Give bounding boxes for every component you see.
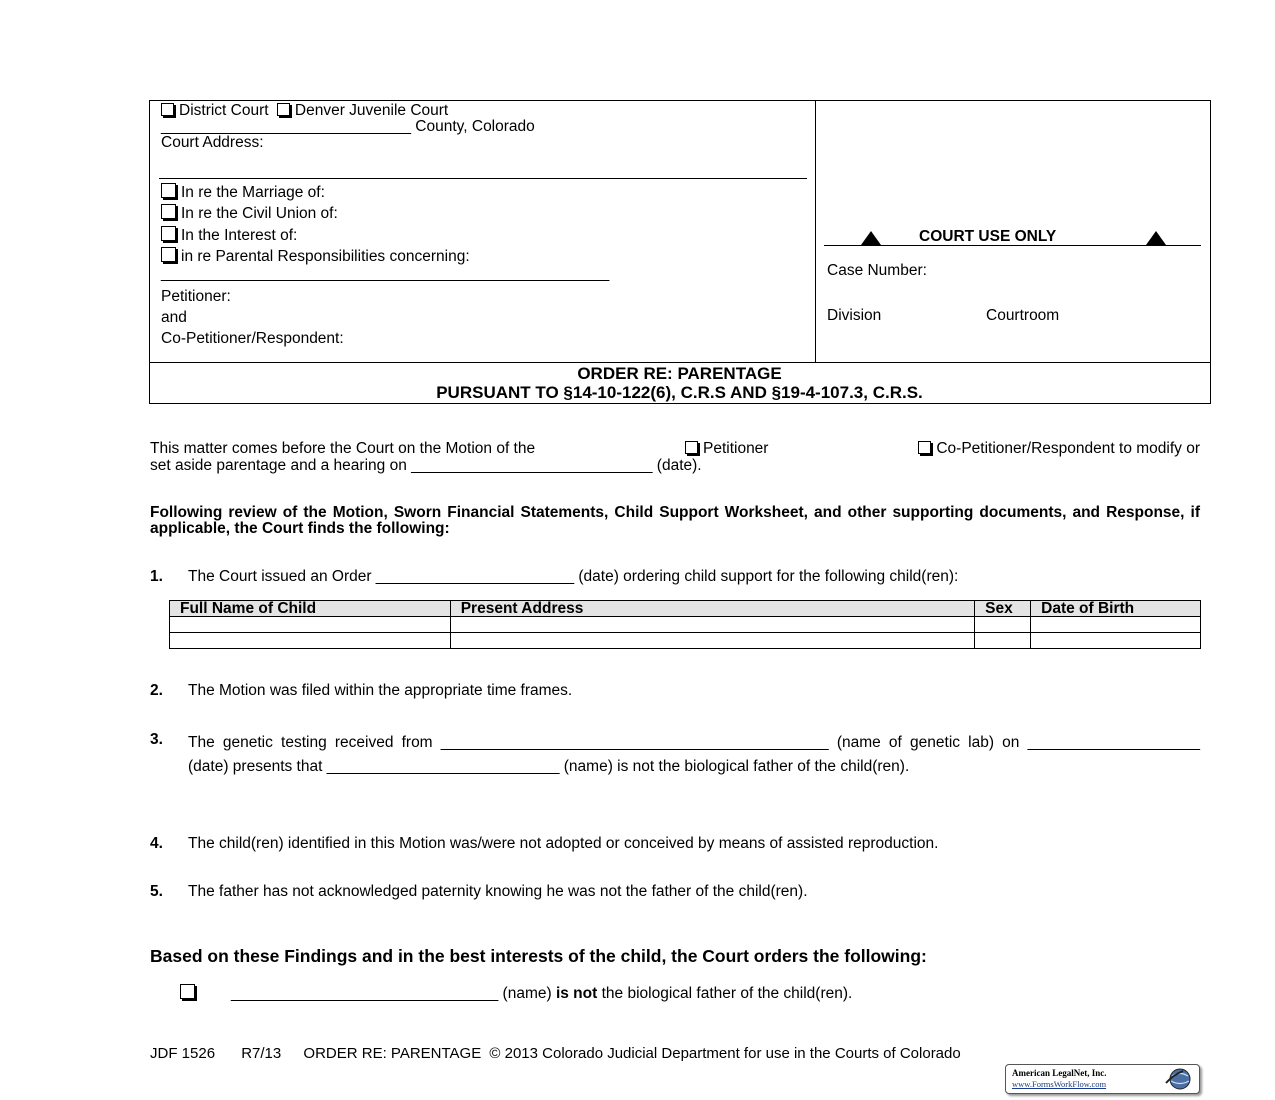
checkbox-parental-responsibilities[interactable] bbox=[161, 247, 176, 262]
case-type-marriage: In re the Marriage of: bbox=[161, 183, 325, 202]
orders-heading: Based on these Findings and in the best interests of the child, the Court orders the following: bbox=[150, 946, 927, 966]
finding-text: The father has not acknowledged paternity knowing he was not the father of the child(ren). bbox=[188, 883, 808, 900]
order-item-text: _______________________________ (name) is not the biological father of the child(ren). bbox=[231, 985, 853, 1002]
triangle-up-icon bbox=[1146, 231, 1166, 245]
child-sex-cell[interactable] bbox=[975, 617, 1031, 633]
column-header: Full Name of Child bbox=[170, 601, 451, 617]
globe-icon bbox=[1163, 1067, 1195, 1091]
court-selection: District Court Denver Juvenile Court bbox=[161, 102, 448, 120]
intro-paragraph: This matter comes before the Court on the Motion of the Petitioner Co-Petitioner/Respondent to modify or set aside parentage and a hearing on ____________________________ (date). bbox=[150, 440, 1200, 474]
finding-text: The Motion was filed within the appropriate time frames. bbox=[188, 682, 573, 699]
caption-divider bbox=[815, 100, 816, 362]
checkbox-copetitioner[interactable] bbox=[918, 441, 931, 454]
finding-number: 3. bbox=[150, 731, 163, 748]
finding-text: The Court issued an Order _______________________ (date) ordering child support for the following child(ren): bbox=[188, 568, 959, 585]
case-number-label: Case Number: bbox=[827, 262, 927, 279]
triangle-up-icon bbox=[861, 231, 881, 245]
column-header: Present Address bbox=[450, 601, 974, 617]
division-label: Division bbox=[827, 307, 882, 324]
child-sex-cell[interactable] bbox=[975, 633, 1031, 649]
finding-number: 4. bbox=[150, 835, 163, 852]
table-header-row bbox=[170, 601, 1201, 617]
case-type-civil-union: In re the Civil Union of: bbox=[161, 204, 338, 223]
court-use-only: COURT USE ONLY bbox=[919, 228, 1057, 245]
child-dob-cell[interactable] bbox=[1031, 617, 1201, 633]
column-header: Date of Birth bbox=[1031, 601, 1201, 617]
footer-copyright: © 2013 Colorado Judicial Department for use in the Courts of Colorado bbox=[489, 1045, 961, 1062]
petitioner-label: Petitioner: bbox=[161, 288, 231, 305]
case-type-parental: in re Parental Responsibilities concerning: bbox=[161, 247, 470, 266]
footer bbox=[150, 1045, 961, 1062]
divider-line bbox=[824, 245, 1201, 246]
child-address-cell[interactable] bbox=[450, 633, 974, 649]
footer-form-id: JDF 1526 bbox=[150, 1045, 216, 1062]
and-label: and bbox=[161, 309, 187, 326]
finding-text: The child(ren) identified in this Motion was/were not adopted or conceived by means of assisted reproduction. bbox=[188, 835, 939, 852]
party-name-line: ____________________________________________________ bbox=[161, 265, 610, 282]
checkbox-denver-juvenile-court[interactable] bbox=[277, 103, 290, 116]
logo-company: American LegalNet, Inc. bbox=[1012, 1068, 1107, 1078]
checkbox-interest[interactable] bbox=[161, 226, 176, 241]
court-address-label: Court Address: bbox=[161, 134, 264, 151]
footer-revision: R7/13 bbox=[241, 1045, 282, 1062]
checkbox-district-court[interactable] bbox=[161, 103, 174, 116]
checkbox-order-not-father[interactable] bbox=[180, 984, 195, 999]
column-header: Sex bbox=[975, 601, 1031, 617]
finding-number: 1. bbox=[150, 568, 163, 585]
child-name-cell[interactable] bbox=[170, 617, 451, 633]
case-type-interest: In the Interest of: bbox=[161, 226, 297, 245]
courtroom-label: Courtroom bbox=[986, 307, 1060, 324]
logo-url: www.FormsWorkFlow.com bbox=[1012, 1079, 1107, 1089]
finding-text: The genetic testing received from _____________________________________________ (name of genetic lab) on ____________________ (date) presents that ___________________________ (name) is not the biological father of the child(ren). bbox=[188, 734, 1200, 775]
review-paragraph: Following review of the Motion, Sworn Financial Statements, Child Support Worksheet, and other supporting documents, and Response, if applicable, the Court finds the following: bbox=[150, 504, 1200, 537]
table-row bbox=[170, 617, 1201, 633]
checkbox-civil-union[interactable] bbox=[161, 204, 176, 219]
finding-number: 5. bbox=[150, 883, 163, 900]
page-title: ORDER RE: PARENTAGE PURSUANT TO §14-10-122(6), C.R.S AND §19-4-107.3, C.R.S. bbox=[436, 364, 923, 402]
american-legalnet-logo[interactable] bbox=[1005, 1064, 1200, 1094]
checkbox-petitioner[interactable] bbox=[685, 441, 698, 454]
order-checkbox-row bbox=[180, 984, 200, 1003]
county-line: _____________________________ County, Colorado bbox=[161, 118, 535, 135]
finding-number: 2. bbox=[150, 682, 163, 699]
table-row bbox=[170, 633, 1201, 649]
child-name-cell[interactable] bbox=[170, 633, 451, 649]
divider-line bbox=[159, 178, 807, 179]
child-dob-cell[interactable] bbox=[1031, 633, 1201, 649]
children-table bbox=[169, 600, 1201, 649]
copetitioner-label: Co-Petitioner/Respondent: bbox=[161, 330, 344, 347]
checkbox-marriage[interactable] bbox=[161, 183, 176, 198]
footer-title: ORDER RE: PARENTAGE bbox=[303, 1045, 482, 1062]
child-address-cell[interactable] bbox=[450, 617, 974, 633]
